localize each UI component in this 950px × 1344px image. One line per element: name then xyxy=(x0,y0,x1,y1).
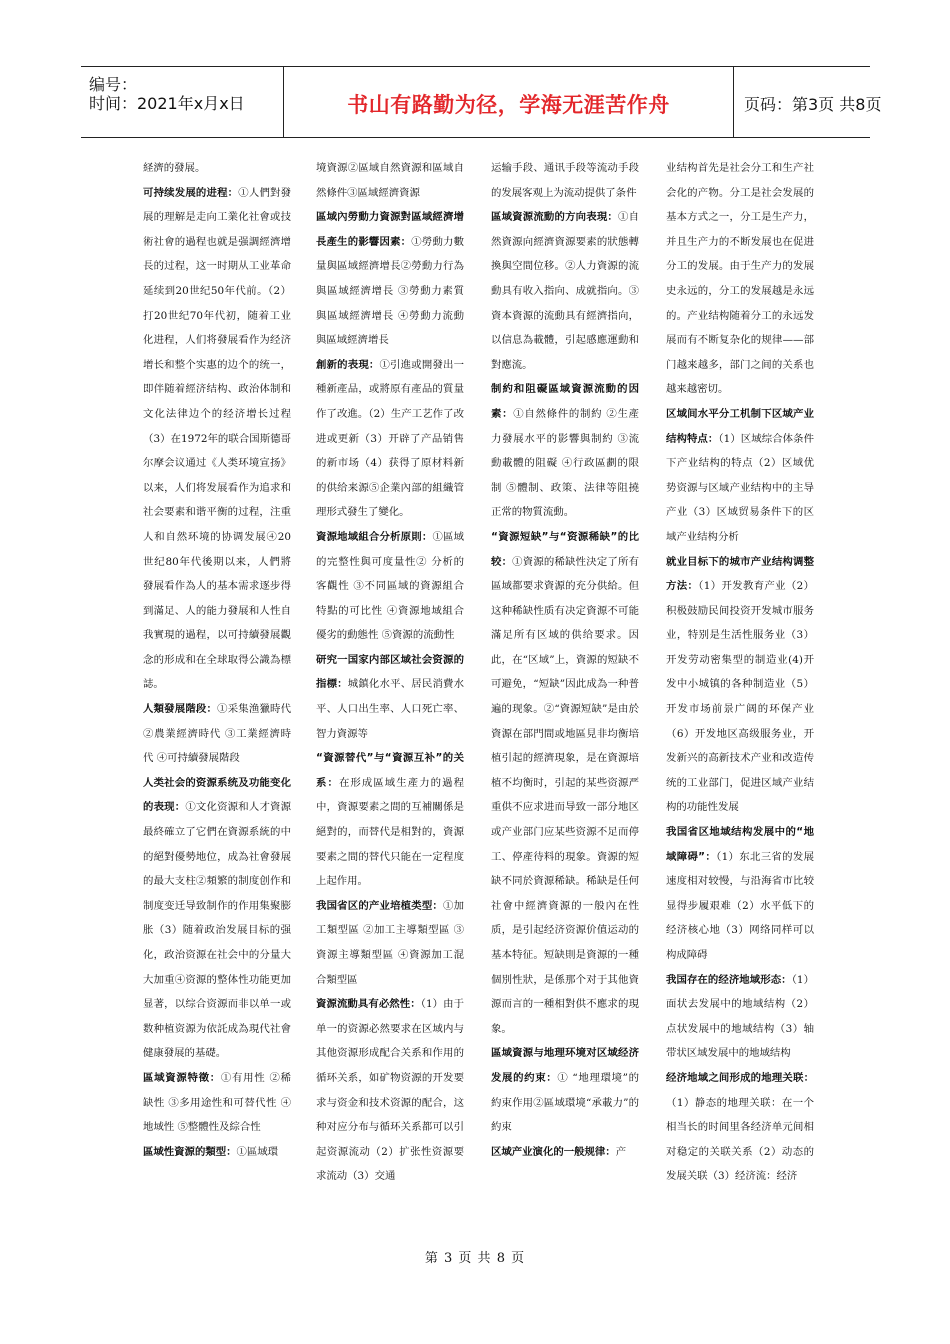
paragraph-text: ①有用性 ②稀缺性 ③多用途性和可替代性 ④地域性 ⑤整體性及綜合性 xyxy=(143,1071,292,1134)
paragraph xyxy=(316,746,464,894)
paragraph-heading: 人类社会的资源系统及功能变化的表现： xyxy=(143,776,291,814)
paragraph-text: 城鎮化水平、居民消費水平、人口出生率、人口死亡率、智力資源等 xyxy=(316,678,465,740)
paragraph-heading: 區域資源特徵： xyxy=(143,1071,221,1084)
paragraph-text: ①文化资源和人才資源最終確立了它們在資源系統的中的絕對優勢地位，成為社會發展的最大支柱②頻繁的制度创作和制度变迁导致制作的作用集聚膨胀（3）随着政治发展目标的强化，政治资源在社会中的分量大大加重④资源的整体性功能更加显著，以综合资源而非以单一或数种植资源为依託成為現代社會健康發展的基礎。 xyxy=(143,801,292,1060)
paragraph xyxy=(143,1140,291,1165)
text-column-3 xyxy=(491,156,639,1164)
paragraph-heading: 資源地域組合分析原則： xyxy=(316,530,433,543)
paragraph xyxy=(316,648,464,746)
paragraph xyxy=(491,377,639,525)
paragraph-text: （1）区域综合体条件下产业结构的特点（2）区域优势资源与区域产业结构中的主导产业（3）区域贸易条件下的区域产业结构分析 xyxy=(666,432,814,543)
paragraph-text: 业结构首先是社会分工和生产社会化的产物。分工是社会发展的基本方式之一，分工是生产力，并且生产力的不断发展也在促进分工的发展。由于生产力的发展史永远的，分工的发展越是永远的。产业结构随着分工的永远发展而有不断复杂化的规律——部门越来越多，部门之间的关系也越来越密切。 xyxy=(666,162,814,396)
paragraph-heading: 研究一国家内部区域社会资源的指標： xyxy=(316,653,464,691)
page-footer: 第 3 页 共 8 页 xyxy=(424,1251,526,1266)
document-date: 时间：2021年x月x日 xyxy=(89,94,245,113)
text-column-2 xyxy=(316,156,464,1189)
paragraph-text: 运输手段、通讯手段等流动手段的发展客观上为流动提供了条件 xyxy=(491,162,639,199)
paragraph-text: 経濟的發展。 xyxy=(143,162,206,174)
paragraph-heading: “資源替代”与“資源互补”的关系： xyxy=(316,752,464,789)
paragraph-text: ①人們對發展的理解是走向工業化社會或技術社會的過程也就是强調經濟增長的过程，这一时期从工业革命延续到20世纪50年代前。（2）打20世纪70年代初，随着工业化进程，人们将發展看作为经济增长和整个实惠的边个的统一，即伴随着經济结构、政治体制和文化法律边个的经济增长过程（3）在1972年的联合国斯德哥尔摩会议通过《人类环境宣扬》以来，人们将发展看作为追求和社会要素和谐平衡的过程，注重人和自然环境的协调发展④20世纪80年代後期以来，人們將發展看作為人的基本需求逐步得到滿足、人的能力發展和人性自我實現的過程，以可持續發展觀念的形成和在全球取得公識為標誌。 xyxy=(143,186,292,691)
paragraph xyxy=(316,525,464,648)
paragraph-text: ①引進或開發出一種新產品，或將原有產品的質量作了改進。（2）生产工艺作了改进或更新（3）开辟了产品销售的新市场（4）获得了原材料新的供给来源⑤企業內部的組織管理形式發生了變化。 xyxy=(316,358,465,519)
paragraph-heading: 可持续发展的进程： xyxy=(143,186,239,199)
paragraph xyxy=(491,1041,639,1139)
paragraph xyxy=(666,968,814,1066)
paragraph xyxy=(316,992,464,1189)
header-motto: 书山有路勤为径，学海无涯苦作舟 xyxy=(347,93,670,117)
paragraph-text: （1）开发教育产业（2）积极鼓励民间投资开发城市服务业，特别是生活性服务业（3）开发劳动密集型的制造业(4)开发中小城镇的各种制造业（5）开发市场前景广阔的环保产业（6）开发地区高级服务业，开发新兴的高新技术产业和改造传统的工业部门，促进区域产业结构的功能性发展 xyxy=(666,580,815,814)
paragraph-heading: 区域产业演化的一般规律： xyxy=(491,1145,616,1158)
paragraph xyxy=(143,771,291,1066)
paragraph-text: ①勞動力數量與區域經濟增長②勞動力行為與區域經濟增長 ③勞動力素質與區域經濟增長 ④勞動力流動與區域經濟增長 xyxy=(316,235,465,347)
paragraph-text: ①自然條件的制約 ②生產力發展水平的影響與制約 ③流動載體的阻礙 ④行政區劃的限制 ⑤體制、政策、法律等阻撓正常的物質流動。 xyxy=(491,407,639,519)
paragraph-text: ①資源的稀缺性決定了所有區域都要求資源的充分供給。但这种稀缺性质有决定資源不可能滿足所有区域的供给要求。因此，在“区域”上，資源的短缺不可避免，“短缺”因此成為一种普遍的现象。②“資源短缺”是由於資源在部門間或地區見非均衡培植引起的經濟現象，是在資源培植不均衡时，引起的某些资源严重供不应求进而导致一部分地区或产业部门应某些资源不足而停工、停產待料的現象。資源的短缺不同於資源稀缺。稀缺是任何社會中經濟資源的一般內在性质，是引起经济资源价值运动的基本特征。短缺則是資源的一種個別性狀，是係那个对于其他資源而言的一種相對供不應求的現象。 xyxy=(491,555,639,1035)
header-page-cell xyxy=(734,67,882,137)
paragraph-text: ①自然資源向經濟資源要素的狀態轉換與空間位移。②人力資源的流動具有收入指向、成就指向。③資本資源的流動具有經濟指向，以信息為載體，引起感應運動和對應流。 xyxy=(491,211,640,371)
paragraph xyxy=(316,353,464,525)
paragraph-heading: 人類發展階段： xyxy=(143,703,218,716)
header-table xyxy=(81,66,882,138)
paragraph-heading: 我国存在的经济地域形态： xyxy=(666,973,792,986)
paragraph-heading: 區域性資源的類型： xyxy=(143,1145,237,1158)
paragraph xyxy=(666,402,814,550)
paragraph xyxy=(143,181,291,697)
document-number-label: 编号： xyxy=(89,75,138,94)
paragraph-heading: 創新的表現： xyxy=(316,358,380,371)
paragraph-text: ① “地理環境”的約束作用②區域環境“承載力”的約束 xyxy=(491,1071,640,1134)
paragraph-heading: 经济地域之间形成的地理关联： xyxy=(666,1071,814,1084)
paragraph xyxy=(316,205,464,353)
paragraph-text: （1）面状去发展中的地域结构（2）点状发展中的地域结构（3）轴带状区域发展中的地域结构 xyxy=(666,973,814,1060)
paragraph xyxy=(491,1140,639,1165)
paragraph xyxy=(666,550,814,821)
paragraph xyxy=(666,1066,814,1189)
header-page-code: 页码：第3页 共8页 xyxy=(744,95,882,114)
paragraph-text: （1）东北三省的发展速度相对较慢，与沿海省市比较显得步履艰难（2）水平低下的经济核心地（3）网络同样可以构成障碍 xyxy=(666,850,814,961)
paragraph xyxy=(491,525,639,1041)
paragraph-heading: 就业目标下的城市产业结构调整方法： xyxy=(666,555,814,593)
paragraph xyxy=(143,1066,291,1140)
header-motto-cell xyxy=(284,67,734,137)
paragraph xyxy=(143,697,291,771)
paragraph-heading: 區域資源流動的方向表現： xyxy=(491,211,619,224)
paragraph xyxy=(666,156,814,402)
paragraph xyxy=(316,156,464,205)
paragraph-heading: 區域資源与地理环境对区域经济发展的约束： xyxy=(491,1047,639,1084)
header-info-cell xyxy=(81,67,284,137)
paragraph-text: ①采集渔獵時代 ②農業經濟時代 ③工業經濟時代 ④可持續發展階段 xyxy=(143,703,292,765)
paragraph-heading: 我国省区的产业培植类型： xyxy=(316,899,444,912)
paragraph-text: ①加工類型區 ②加工主導類型區 ③資源主導類型區 ④資源加工混合類型區 xyxy=(316,899,465,986)
text-column-4 xyxy=(666,156,814,1189)
text-column-1 xyxy=(143,156,291,1164)
paragraph xyxy=(491,205,639,377)
paragraph-heading: “資源短缺”与“资源稀缺”的比较： xyxy=(491,530,639,568)
paragraph xyxy=(316,894,464,992)
paragraph-text: （1）静态的地理关联：在一个相当长的时间里各经济单元间相对稳定的关联关系（2）动态的发展关联（3）经济流：经济 xyxy=(666,1096,814,1183)
paragraph-heading: 区域间水平分工机制下区域产业结构特点： xyxy=(666,407,814,445)
paragraph-text: ①區域環 xyxy=(236,1145,279,1158)
paragraph xyxy=(143,156,291,181)
paragraph-heading: 資源流動具有必然性： xyxy=(316,998,421,1011)
paragraph-heading: 區域內勞動力資源對區域經濟增長產生的影響因素： xyxy=(316,211,464,248)
paragraph-heading: 制約和阻礙區域資源流動的因素： xyxy=(491,383,639,420)
paragraph-heading: 我国省区地域结构发展中的“地域障碍”： xyxy=(666,826,814,863)
paragraph xyxy=(666,820,814,968)
paragraph-text: 产 xyxy=(615,1145,627,1158)
paragraph-text: 在形成區域生產力的過程中，資源要素之間的互補關係是絕對的，而替代是相對的，資源要素之間的替代只能在一定程度上起作用。 xyxy=(316,776,465,888)
paragraph xyxy=(491,156,639,205)
paragraph-text: 境資源②區域自然資源和區域自然條件③區域經濟資源 xyxy=(316,162,464,199)
paragraph-text: ①區域的完整性與可度量性② 分析的客觀性 ③不同區域的資源組合特點的可比性 ④資源地域組合優劣的動態性 ⑤資源的流動性 xyxy=(316,530,464,642)
paragraph-text: （1）由于单一的资源必然要求在区域内与其他资源形成配合关系和作用的循环关系，如矿物资源的开发要求与资金和技术资源的配合，这种对应分布与循环关系都可以引起资源流动（2）扩张性资源要求流动（3）交通 xyxy=(316,998,464,1183)
